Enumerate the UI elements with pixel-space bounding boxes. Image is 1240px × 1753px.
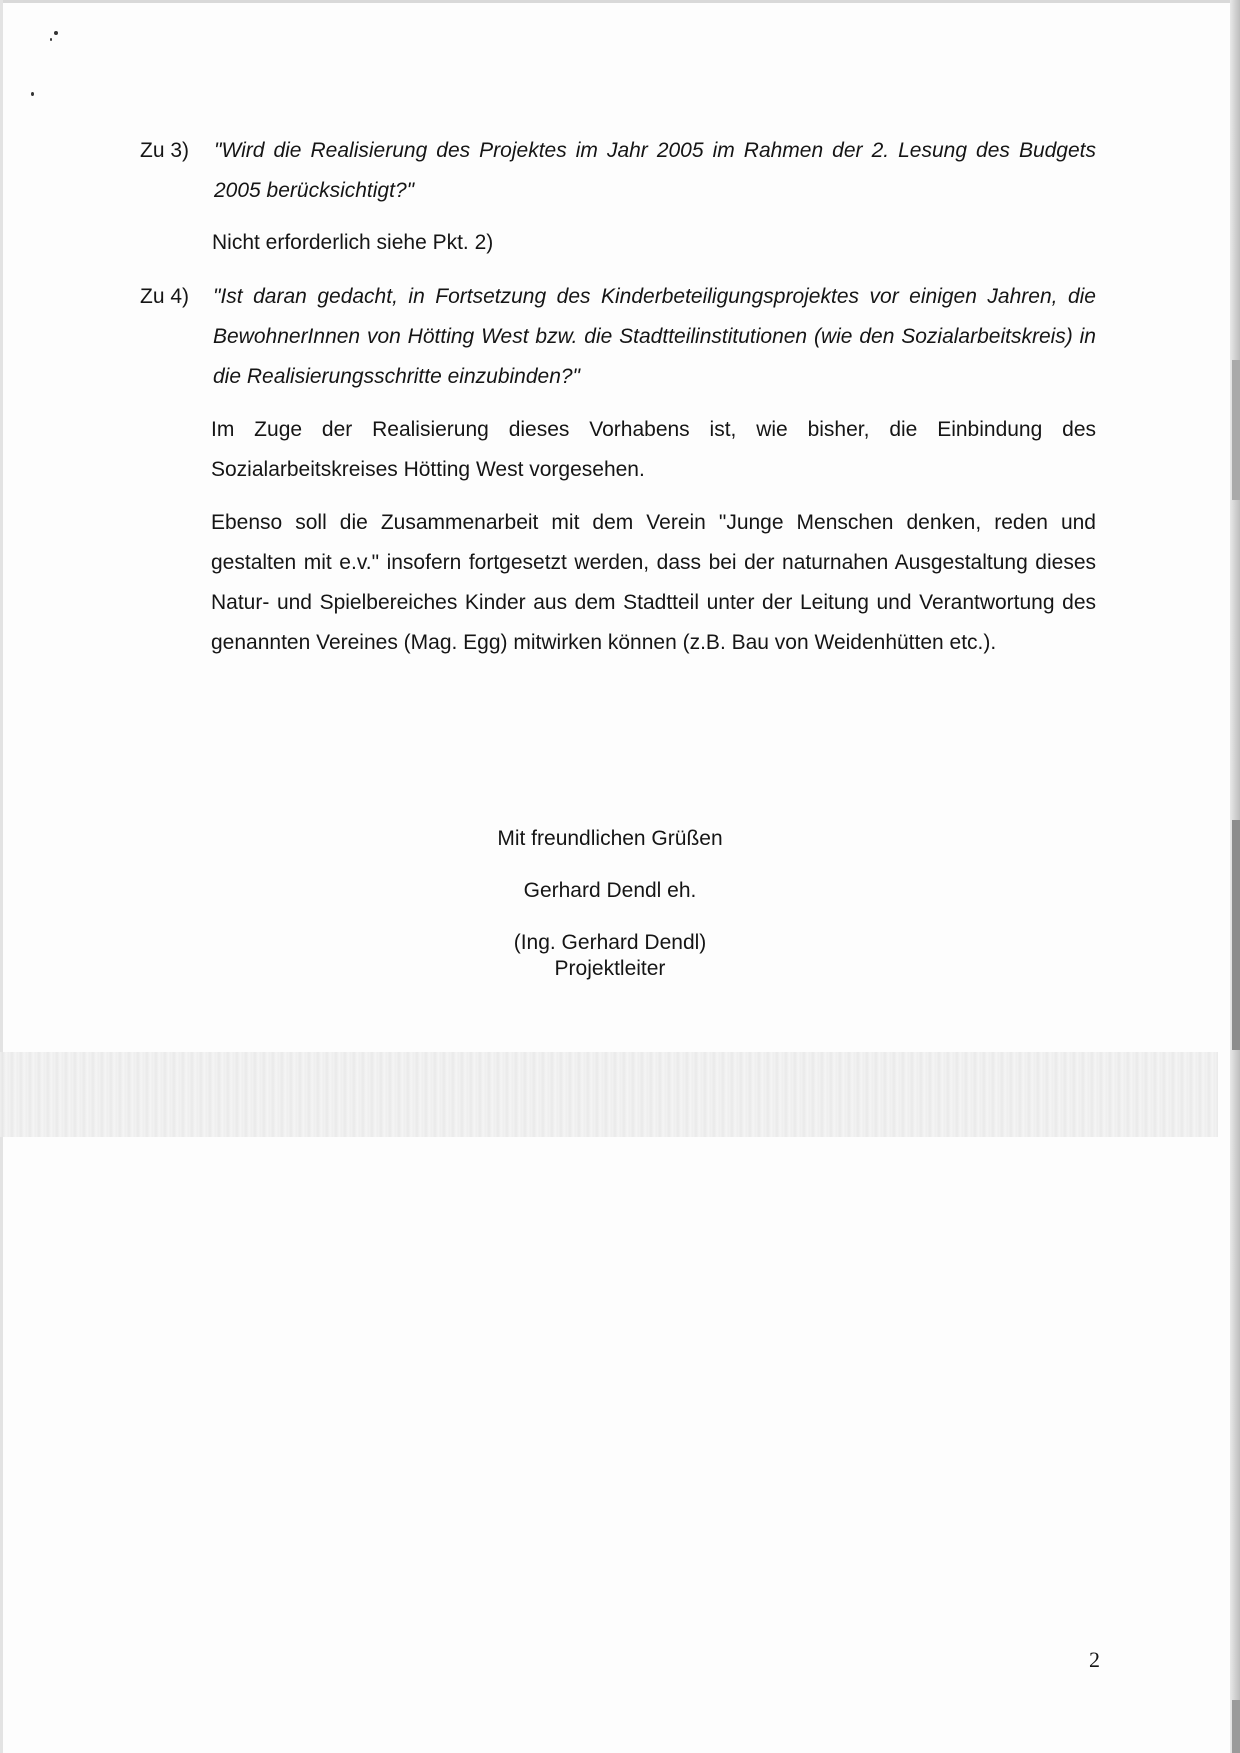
item-answer: Ebenso soll die Zusammenarbeit mit dem Verein "Junge Menschen denken, reden und gestalten mit e.v." insofern fortgesetzt werden, dass bei der naturnahen Ausgestaltung dieses Natur- und Spielbereiches Kinder aus dem Stadtteil unter der Leitung und Verantwortung des genannten Vereines (Mag. Egg) mitwirken können (z.B. Bau von Weidenhütten etc.). <box>211 511 1096 654</box>
item-label: Zu 3) <box>140 139 190 162</box>
item-answer: Nicht erforderlich siehe Pkt. 2) <box>212 231 494 254</box>
scan-speck <box>50 38 52 41</box>
scan-speck <box>31 92 34 96</box>
item-label: Zu 4) <box>140 285 190 308</box>
closing-signature: Gerhard Dendl eh. <box>523 879 697 902</box>
closing-greeting: Mit freundlichen Grüßen <box>497 827 723 850</box>
closing-name: (Ing. Gerhard Dendl) <box>513 931 707 954</box>
scan-edge-top <box>0 0 1240 3</box>
item-answer: Im Zuge der Realisierung dieses Vorhabens ist, wie bisher, die Einbindung des Sozialarbeitskreises Hötting West vorgesehen. <box>211 418 1096 481</box>
closing-title: Projektleiter <box>554 957 666 980</box>
page-number: 2 <box>1089 1647 1100 1672</box>
scan-artifact-band <box>0 1052 1218 1137</box>
scan-edge-right <box>1230 0 1240 1753</box>
scan-speck <box>54 31 58 35</box>
scan-edge-left <box>0 0 3 1753</box>
item-question: "Ist daran gedacht, in Fortsetzung des Kinderbeteiligungsprojektes vor einigen Jahren, die BewohnerInnen von Hötting West bzw. die Stadtteilinstitutionen (wie den Sozialarbeitskreis) in die Realisierungsschritte einzubinden?" <box>213 285 1096 388</box>
item-question: "Wird die Realisierung des Projektes im Jahr 2005 im Rahmen der 2. Lesung des Budgets 2005 berücksichtigt?" <box>214 139 1096 202</box>
